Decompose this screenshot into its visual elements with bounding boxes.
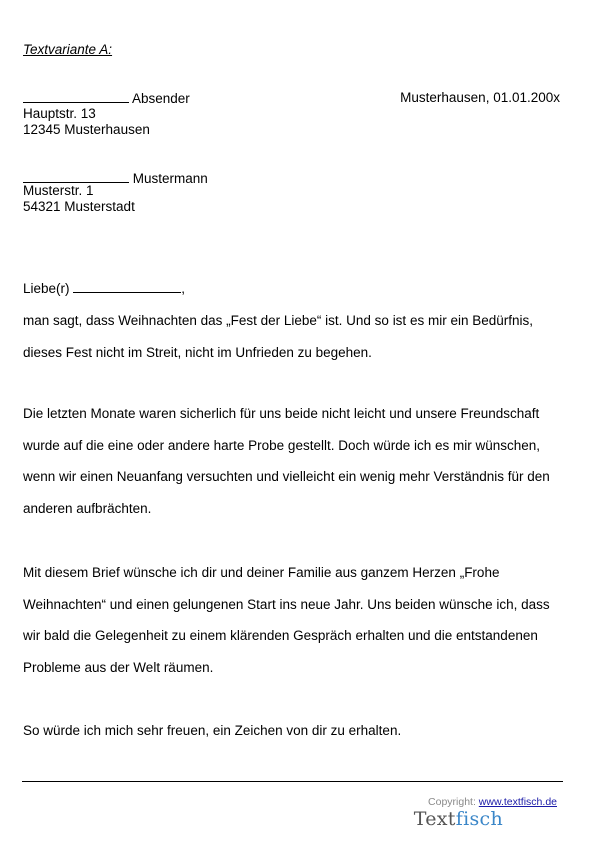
recipient-name: Mustermann bbox=[132, 171, 208, 186]
paragraph-line: Mit diesem Brief wünsche ich dir und deiner Familie aus ganzem Herzen „Frohe bbox=[23, 565, 500, 580]
logo-text-right: fisch bbox=[455, 808, 503, 830]
sender-street: Hauptstr. 13 bbox=[23, 106, 96, 121]
paragraph-1 bbox=[23, 305, 568, 368]
paragraph-line: Weihnachten“ und einen gelungenen Start ins neue Jahr. Uns beiden wünsche ich, dass bbox=[23, 596, 550, 612]
paragraph-2 bbox=[23, 398, 568, 524]
sender-name-blank[interactable] bbox=[23, 90, 129, 103]
recipient-first-name-blank[interactable] bbox=[23, 170, 129, 183]
recipient-address bbox=[23, 183, 135, 215]
logo-text-left: Text bbox=[413, 808, 456, 830]
copyright-link[interactable]: www.textfisch.de bbox=[478, 796, 557, 808]
sender-city: 12345 Musterhausen bbox=[23, 122, 150, 137]
place-date: Musterhausen, 01.01.200x bbox=[400, 90, 560, 105]
paragraph-line: wenn wir einen Neuanfang versuchten und vielleicht ein wenig mehr Verständnis für den bbox=[23, 469, 550, 484]
variant-heading: Textvariante A: bbox=[23, 42, 113, 57]
sender-name-line bbox=[23, 90, 190, 106]
closing-paragraph bbox=[23, 715, 568, 747]
salutation-text: Liebe(r) bbox=[23, 281, 70, 296]
paragraph-line: anderen aufbrächten. bbox=[23, 500, 152, 516]
recipient-street: Musterstr. 1 bbox=[23, 183, 94, 198]
salutation-name-blank[interactable] bbox=[73, 280, 181, 293]
paragraph-line: wir bald die Gelegenheit zu einem klärenden Gespräch erhalten und die entstandenen bbox=[23, 628, 538, 643]
sender-label: Absender bbox=[132, 91, 190, 106]
paragraph-line: man sagt, dass Weihnachten das „Fest der Liebe“ ist. Und so ist es mir ein Bedürfnis, bbox=[23, 313, 533, 328]
footer-divider bbox=[22, 781, 563, 782]
paragraph-3 bbox=[23, 557, 568, 683]
paragraph-line: Probleme aus der Welt räumen. bbox=[23, 659, 214, 675]
sender-address bbox=[23, 106, 150, 138]
copyright-notice bbox=[428, 796, 557, 808]
salutation-comma: , bbox=[181, 281, 186, 296]
copyright-label: Copyright: bbox=[428, 796, 476, 808]
closing-line: So würde ich mich sehr freuen, ein Zeichen von dir zu erhalten. bbox=[23, 723, 402, 738]
paragraph-line: Die letzten Monate waren sicherlich für uns beide nicht leicht und unsere Freundschaft bbox=[23, 406, 540, 421]
recipient-city: 54321 Musterstadt bbox=[23, 199, 135, 214]
textfisch-logo bbox=[414, 808, 503, 830]
paragraph-line: dieses Fest nicht im Streit, nicht im Unfrieden zu begehen. bbox=[23, 344, 372, 360]
paragraph-line: wurde auf die eine oder andere harte Probe gestellt. Doch würde ich es mir wünschen, bbox=[23, 437, 541, 453]
salutation bbox=[23, 280, 185, 296]
